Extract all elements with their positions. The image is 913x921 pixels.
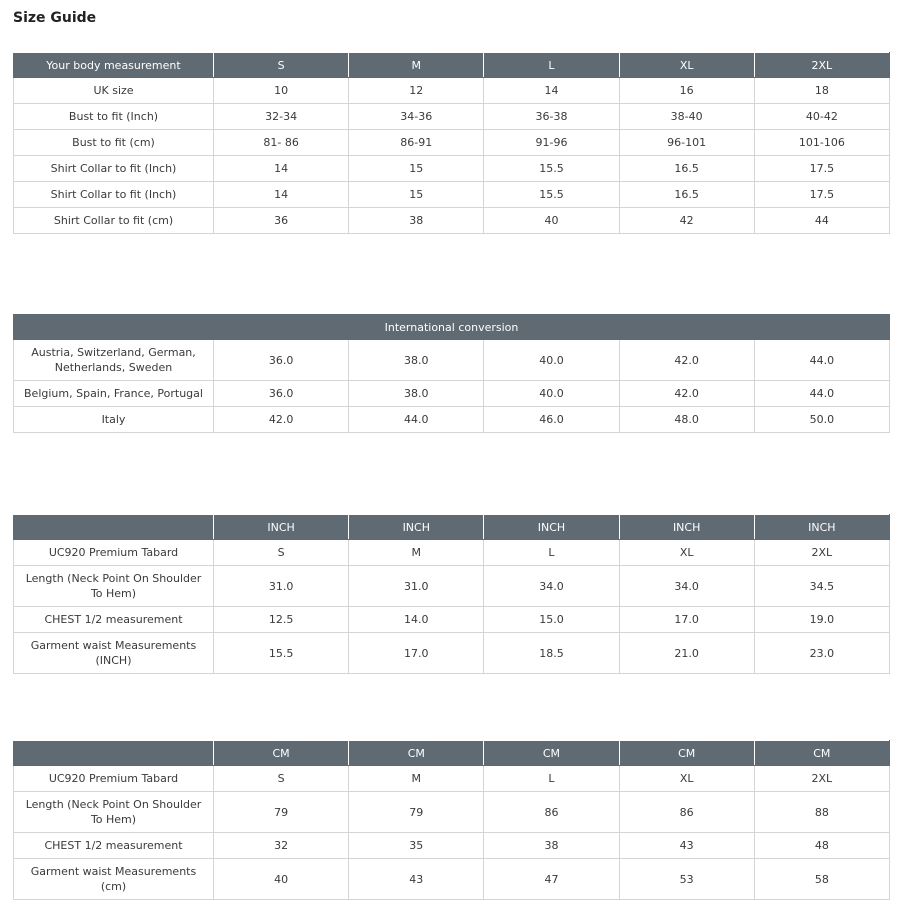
table-cell: 17.0 — [349, 633, 484, 674]
table-cell: 15 — [349, 182, 484, 208]
row-label: Length (Neck Point On Shoulder To Hem) — [14, 792, 214, 833]
header-cell: L — [484, 53, 619, 78]
table-row — [14, 340, 890, 381]
table-cell: 86 — [619, 792, 754, 833]
row-label: Bust to fit (Inch) — [14, 104, 214, 130]
row-label: Garment waist Measurements (INCH) — [14, 633, 214, 674]
header-cell: CM — [214, 741, 349, 766]
table-cell: 81- 86 — [214, 130, 349, 156]
table-cell: 14 — [214, 156, 349, 182]
table-cell: 86-91 — [349, 130, 484, 156]
header-cell — [14, 741, 214, 766]
table-cell: 15.5 — [214, 633, 349, 674]
table-cell: 43 — [349, 859, 484, 900]
table-cell: 2XL — [754, 540, 889, 566]
table-cell: 36 — [214, 208, 349, 234]
table-row — [14, 859, 890, 900]
table-cell: 21.0 — [619, 633, 754, 674]
table-row — [14, 540, 890, 566]
table-cell: XL — [619, 540, 754, 566]
table-cell: 38.0 — [349, 340, 484, 381]
table-cell: 48.0 — [619, 407, 754, 433]
table-row — [14, 78, 890, 104]
row-label: CHEST 1/2 measurement — [14, 833, 214, 859]
table-row — [14, 130, 890, 156]
header-cell: 2XL — [754, 53, 889, 78]
table-cell: 42 — [619, 208, 754, 234]
header-cell: CM — [484, 741, 619, 766]
header-cell: Your body measurement — [14, 53, 214, 78]
table-cell: 79 — [349, 792, 484, 833]
table-cell: 16 — [619, 78, 754, 104]
table-cell: 42.0 — [619, 340, 754, 381]
table-cell: 42.0 — [619, 381, 754, 407]
table-cell: 40 — [484, 208, 619, 234]
page-title: Size Guide — [13, 10, 97, 26]
table-header-row — [14, 515, 890, 540]
header-cell: INCH — [214, 515, 349, 540]
table-cell: S — [214, 540, 349, 566]
table-cell: 38 — [484, 833, 619, 859]
table-cell: 35 — [349, 833, 484, 859]
header-cell: CM — [349, 741, 484, 766]
table-cell: S — [214, 766, 349, 792]
row-label: Italy — [14, 407, 214, 433]
table-cell: 16.5 — [619, 182, 754, 208]
table-cell: 18.5 — [484, 633, 619, 674]
table-cell: 19.0 — [754, 607, 889, 633]
table-cell: 10 — [214, 78, 349, 104]
table-cell: XL — [619, 766, 754, 792]
header-cell: INCH — [349, 515, 484, 540]
table-cell: 79 — [214, 792, 349, 833]
table-cell: 36.0 — [214, 340, 349, 381]
table-cell: 2XL — [754, 766, 889, 792]
table-row — [14, 208, 890, 234]
table-row — [14, 566, 890, 607]
header-cell: INCH — [619, 515, 754, 540]
table-cell: 14.0 — [349, 607, 484, 633]
table-header-row — [14, 53, 890, 78]
table-cell: 38-40 — [619, 104, 754, 130]
row-label: Garment waist Measurements (cm) — [14, 859, 214, 900]
table-cell: 40-42 — [754, 104, 889, 130]
table-cell: 15.5 — [484, 182, 619, 208]
table-cell: 91-96 — [484, 130, 619, 156]
table-cell: 38 — [349, 208, 484, 234]
table-cell: 23.0 — [754, 633, 889, 674]
table-cell: 44.0 — [754, 381, 889, 407]
row-label: UK size — [14, 78, 214, 104]
table-cell: 31.0 — [214, 566, 349, 607]
table-cell: 14 — [484, 78, 619, 104]
table-cell: 15.0 — [484, 607, 619, 633]
row-label: Belgium, Spain, France, Portugal — [14, 381, 214, 407]
header-cell: M — [349, 53, 484, 78]
table-cell: 15 — [349, 156, 484, 182]
table-row — [14, 182, 890, 208]
row-label: Austria, Switzerland, German, Netherlands, Sweden — [14, 340, 214, 381]
table-cell: L — [484, 540, 619, 566]
table-cell: 36-38 — [484, 104, 619, 130]
header-cell: CM — [754, 741, 889, 766]
table-cell: 12 — [349, 78, 484, 104]
table-cell: 17.5 — [754, 156, 889, 182]
table-cell: 96-101 — [619, 130, 754, 156]
cm-measurements-table — [13, 740, 890, 900]
table-cell: 86 — [484, 792, 619, 833]
table-cell: 12.5 — [214, 607, 349, 633]
table-cell: 14 — [214, 182, 349, 208]
table-row — [14, 407, 890, 433]
table-cell: 101-106 — [754, 130, 889, 156]
header-cell: International conversion — [14, 315, 890, 340]
table-cell: 48 — [754, 833, 889, 859]
table-row — [14, 833, 890, 859]
row-label: CHEST 1/2 measurement — [14, 607, 214, 633]
header-cell: INCH — [754, 515, 889, 540]
table-cell: 40.0 — [484, 381, 619, 407]
table-cell: 38.0 — [349, 381, 484, 407]
table-row — [14, 104, 890, 130]
table-cell: 18 — [754, 78, 889, 104]
table-cell: 44 — [754, 208, 889, 234]
table-cell: 58 — [754, 859, 889, 900]
table-cell: 43 — [619, 833, 754, 859]
table-row — [14, 381, 890, 407]
table-cell: 15.5 — [484, 156, 619, 182]
table-cell: 42.0 — [214, 407, 349, 433]
header-cell — [14, 515, 214, 540]
table-cell: L — [484, 766, 619, 792]
table-header-row — [14, 741, 890, 766]
table-cell: 17.5 — [754, 182, 889, 208]
table-cell: 50.0 — [754, 407, 889, 433]
table-cell: 34.0 — [484, 566, 619, 607]
table-header-row — [14, 315, 890, 340]
size-table — [13, 52, 890, 234]
table-cell: 34.0 — [619, 566, 754, 607]
row-label: Length (Neck Point On Shoulder To Hem) — [14, 566, 214, 607]
table-row — [14, 607, 890, 633]
header-cell: S — [214, 53, 349, 78]
row-label: Shirt Collar to fit (cm) — [14, 208, 214, 234]
table-cell: 40 — [214, 859, 349, 900]
table-cell: 88 — [754, 792, 889, 833]
table-cell: 17.0 — [619, 607, 754, 633]
table-cell: 34.5 — [754, 566, 889, 607]
international-conversion-table — [13, 314, 890, 433]
table-cell: 32-34 — [214, 104, 349, 130]
table-cell: 53 — [619, 859, 754, 900]
table-row — [14, 633, 890, 674]
table-cell: 40.0 — [484, 340, 619, 381]
table-cell: 47 — [484, 859, 619, 900]
table-row — [14, 792, 890, 833]
row-label: UC920 Premium Tabard — [14, 766, 214, 792]
table-cell: 46.0 — [484, 407, 619, 433]
table-cell: M — [349, 766, 484, 792]
header-cell: CM — [619, 741, 754, 766]
header-cell: INCH — [484, 515, 619, 540]
inch-measurements-table — [13, 514, 890, 674]
table-row — [14, 156, 890, 182]
table-cell: 36.0 — [214, 381, 349, 407]
row-label: Shirt Collar to fit (Inch) — [14, 182, 214, 208]
header-cell: XL — [619, 53, 754, 78]
table-cell: M — [349, 540, 484, 566]
table-cell: 34-36 — [349, 104, 484, 130]
table-cell: 44.0 — [754, 340, 889, 381]
table-cell: 31.0 — [349, 566, 484, 607]
row-label: Shirt Collar to fit (Inch) — [14, 156, 214, 182]
table-cell: 16.5 — [619, 156, 754, 182]
row-label: Bust to fit (cm) — [14, 130, 214, 156]
row-label: UC920 Premium Tabard — [14, 540, 214, 566]
table-cell: 44.0 — [349, 407, 484, 433]
table-row — [14, 766, 890, 792]
table-cell: 32 — [214, 833, 349, 859]
